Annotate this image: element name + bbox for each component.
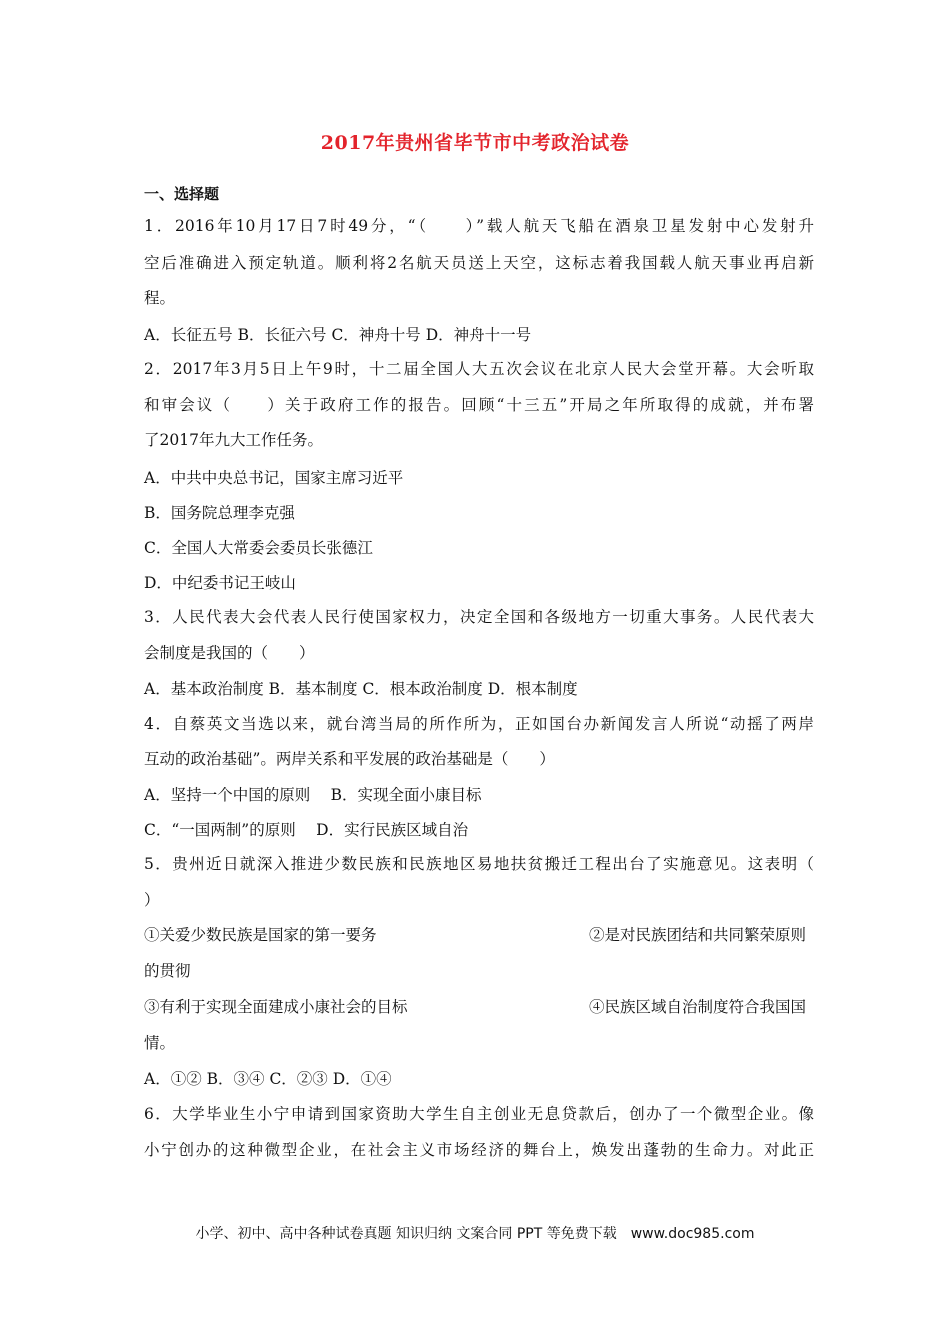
q5-statement-4-cont: 情。 bbox=[144, 1034, 176, 1052]
q5-line-1: 5．贵州近日就深入推进少数民族和民族地区易地扶贫搬迁工程出台了实施意见。这表明（ bbox=[144, 855, 814, 873]
q4-options-cd: C．“一国两制”的原则 D．实行民族区域自治 bbox=[144, 821, 469, 839]
q2-option-b: B．国务院总理李克强 bbox=[144, 504, 295, 522]
page-title: 2017年贵州省毕节市中考政治试卷 bbox=[320, 132, 630, 154]
q1-options: A．长征五号 B．长征六号 C．神舟十号 D．神舟十一号 bbox=[144, 326, 532, 344]
q3-line-2: 会制度是我国的（ ） bbox=[144, 644, 315, 662]
q1-line-3: 程。 bbox=[144, 289, 176, 307]
q2-option-a: A．中共中央总书记，国家主席习近平 bbox=[144, 469, 404, 487]
q2-line-1: 2．2017年3月5日上午9时，十二届全国人大五次会议在北京人民大会堂开幕。大会听取 bbox=[144, 360, 814, 378]
q2-option-c: C．全国人大常委会委员长张德江 bbox=[144, 539, 373, 557]
page-footer: 小学、初中、高中各种试卷真题 知识归纳 文案合同 PPT 等免费下载 www.doc985.com bbox=[195, 1226, 755, 1242]
q2-option-d: D．中纪委书记王岐山 bbox=[144, 574, 296, 592]
q2-line-3: 了2017年九大工作任务。 bbox=[144, 431, 323, 449]
q5-statement-3: ③有利于实现全面建成小康社会的目标 bbox=[144, 998, 408, 1016]
q5-options: A．①② B．③④ C．②③ D．①④ bbox=[144, 1070, 392, 1088]
q5-statement-4: ④民族区域自治制度符合我国国 bbox=[588, 998, 806, 1016]
q2-line-2: 和审会议（ ）关于政府工作的报告。回顾“十三五”开局之年所取得的成就，并布署 bbox=[144, 396, 814, 414]
q6-line-2: 小宁创办的这种微型企业，在社会主义市场经济的舞台上，焕发出蓬勃的生命力。对此正 bbox=[144, 1141, 814, 1159]
q5-statement-1: ①关爱少数民族是国家的第一要务 bbox=[144, 926, 377, 944]
q3-line-1: 3．人民代表大会代表人民行使国家权力，决定全国和各级地方一切重大事务。人民代表大 bbox=[144, 608, 814, 626]
q1-line-2: 空后准确进入预定轨道。顺利将2名航天员送上天空，这标志着我国载人航天事业再启新 bbox=[144, 254, 814, 272]
q6-line-1: 6．大学毕业生小宁申请到国家资助大学生自主创业无息贷款后，创办了一个微型企业。像 bbox=[144, 1105, 814, 1123]
q5-line-2: ） bbox=[144, 891, 160, 909]
q4-line-2: 互动的政治基础”。两岸关系和平发展的政治基础是（ ） bbox=[144, 750, 555, 768]
q4-line-1: 4．自蔡英文当选以来，就台湾当局的所作所为，正如国台办新闻发言人所说“动摇了两岸 bbox=[144, 715, 814, 733]
q5-statement-row-2 bbox=[144, 997, 814, 1017]
section-heading: 一、选择题 bbox=[144, 185, 220, 203]
q3-options: A．基本政治制度 B．基本制度 C．根本政治制度 D．根本制度 bbox=[144, 680, 578, 698]
q5-statement-2: ②是对民族团结和共同繁荣原则 bbox=[588, 926, 806, 944]
q5-statement-2-cont: 的贯彻 bbox=[144, 962, 191, 980]
q4-options-ab: A．坚持一个中国的原则 B．实现全面小康目标 bbox=[144, 786, 482, 804]
q1-line-1: 1．2016年10月17日7时49分，“（ ）”载人航天飞船在酒泉卫星发射中心发射升 bbox=[144, 217, 814, 235]
q5-statement-row-1 bbox=[144, 925, 814, 945]
